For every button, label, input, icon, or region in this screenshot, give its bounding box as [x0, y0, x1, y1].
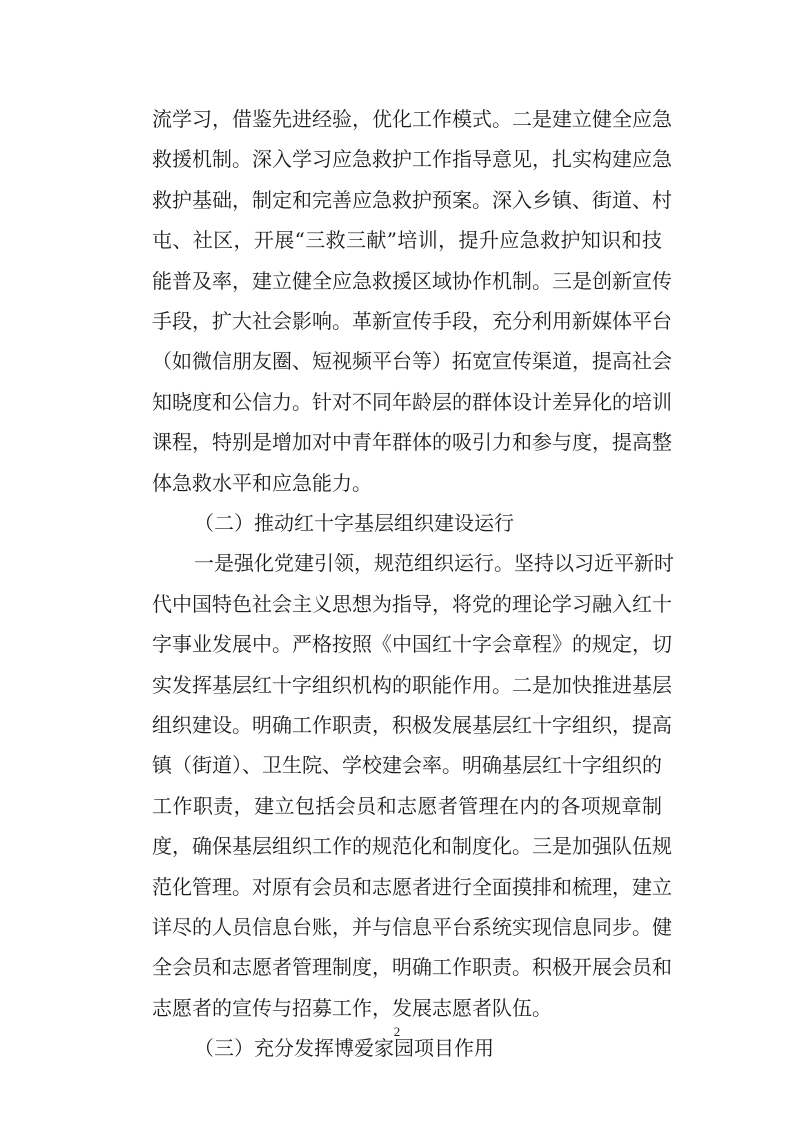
- text-line: 志愿者的宣传与招募工作，发展志愿者队伍。: [152, 996, 552, 1020]
- text-line: 实发挥基层红十字组织机构的职能作用。二是加快推进基层: [152, 673, 672, 697]
- text-line: 流学习，借鉴先进经验，优化工作模式。二是建立健全应急: [152, 107, 672, 131]
- text-line: 课程，特别是增加对中青年群体的吸引力和参与度，提高整: [152, 430, 672, 454]
- text-line: 知晓度和公信力。针对不同年龄层的群体设计差异化的培训: [152, 390, 672, 414]
- text-line: 救援机制。深入学习应急救护工作指导意见，扎实构建应急: [152, 147, 672, 171]
- text-line: （如微信朋友圈、短视频平台等）拓宽宣传渠道，提高社会: [152, 349, 672, 373]
- text-line: 详尽的人员信息台账，并与信息平台系统实现信息同步。健: [152, 915, 672, 939]
- section-heading: （三）充分发挥博爱家园项目作用: [194, 1036, 494, 1060]
- page-number: 2: [393, 1024, 401, 1039]
- text-line: 代中国特色社会主义思想为指导，将党的理论学习融入红十: [152, 592, 672, 616]
- text-line: 屯、社区，开展“三救三献”培训，提升应急救护知识和技: [152, 228, 662, 252]
- text-line: 一是强化党建引领，规范组织运行。坚持以习近平新时: [194, 551, 674, 575]
- text-line: 能普及率，建立健全应急救援区域协作机制。三是创新宣传: [152, 269, 672, 293]
- text-line: 范化管理。对原有会员和志愿者进行全面摸排和梳理，建立: [152, 875, 672, 899]
- text-line: 工作职责，建立包括会员和志愿者管理在内的各项规章制: [152, 794, 662, 818]
- text-line: 字事业发展中。严格按照《中国红十字会章程》的规定，切: [152, 632, 672, 656]
- text-line: 手段，扩大社会影响。革新宣传手段，充分利用新媒体平台: [152, 309, 672, 333]
- text-line: 体急救水平和应急能力。: [152, 471, 372, 495]
- section-heading: （二）推动红十字基层组织建设运行: [194, 511, 514, 535]
- text-line: 组织建设。明确工作职责，积极发展基层红十字组织，提高: [152, 713, 672, 737]
- text-line: 镇（街道）、卫生院、学校建会率。明确基层红十字组织的: [152, 753, 662, 777]
- text-line: 全会员和志愿者管理制度，明确工作职责。积极开展会员和: [152, 955, 672, 979]
- text-line: 救护基础，制定和完善应急救护预案。深入乡镇、街道、村: [152, 188, 672, 212]
- text-line: 度，确保基层组织工作的规范化和制度化。三是加强队伍规: [152, 834, 672, 858]
